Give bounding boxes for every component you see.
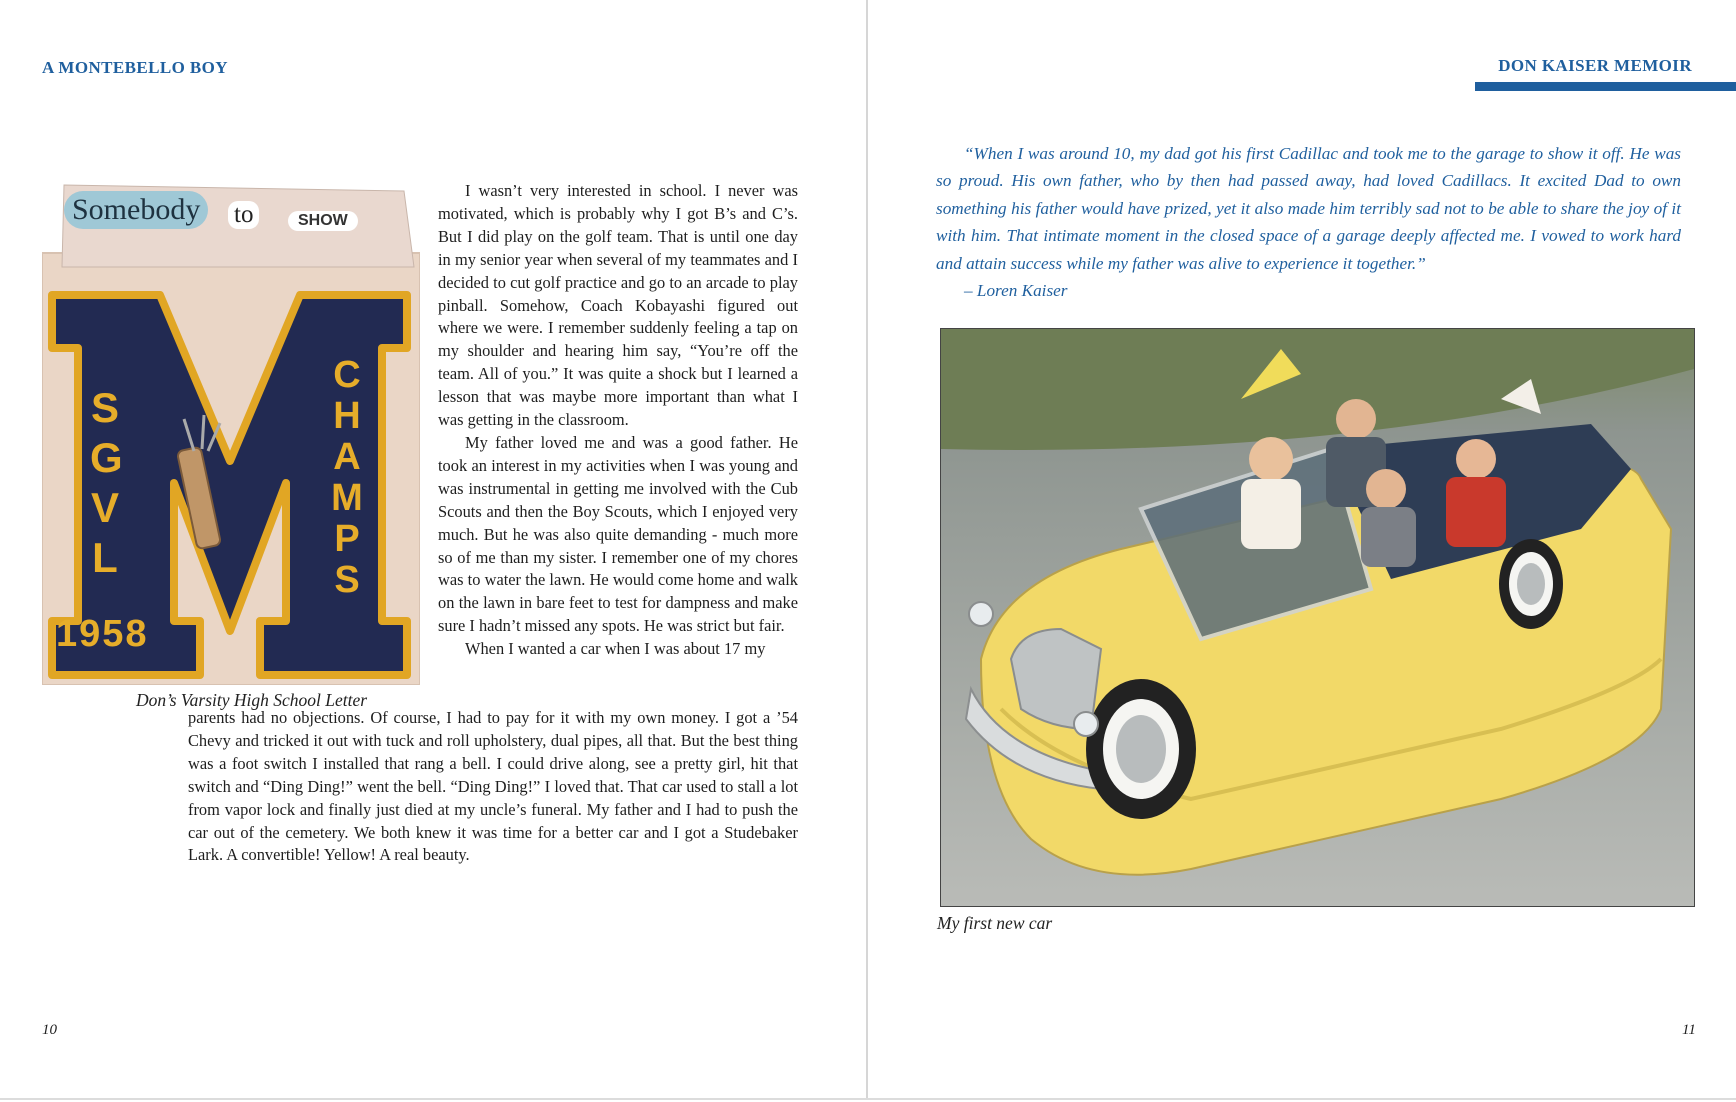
quote-attribution: – Loren Kaiser [964, 281, 1068, 301]
paragraph: When I wanted a car when I was about 17 my [465, 639, 766, 659]
photo-caption: My first new car [937, 913, 1053, 933]
paragraph: My father loved me and was a good father. He took an interest in my activities when I was young and was instrumental in getting me involved with the Cub Scouts and then the Boy Scouts, which I enjoyed very much. But he was also quite demanding - much more so of me than my sister. I remember one of my chores was to water the lawn. He would come home and walk on the lawn in bare feet to test for dampness and make sure I hadn’t missed any spots. He was strict but fair. [438, 432, 798, 636]
page-number-left: 10 [42, 1022, 57, 1038]
letter-right-vertical: CHAMPS [331, 354, 363, 601]
letter-left-vertical: SGVL [90, 384, 123, 581]
pull-quote [936, 140, 1681, 304]
tag-word-to: to [228, 201, 259, 229]
tag-word-somebody: Somebody [64, 191, 208, 229]
body-column-wide [188, 707, 798, 867]
paragraph: I wasn’t very interested in school. I never was motivated, which is probably why I got B’s and C’s. But I did play on the golf team. That is until one day in my senior year when several of my teammates and I decided to cut golf practice and go to an arcade to play pinball. Somehow, Coach Kobayashi figured out where we were. I remember suddenly feeling a tap on my shoulder and hearing him say, “You’re off the team. All of you.” It was quite a shock but I learned a lesson that was maybe more important than what I was getting in the classroom. [438, 181, 798, 430]
letter-year: 1958 [56, 613, 149, 655]
tag-word-show: SHOW [288, 211, 358, 231]
page-bottom-edge [0, 1098, 1736, 1100]
running-head-rule [1475, 82, 1736, 91]
body-column-narrow [438, 180, 798, 661]
paragraph-continuation: parents had no objections. Of course, I had to pay for it with my own money. I got a ’54 Chevy and tricked it out with tuck and roll upholstery, dual pipes, all that. But the best thing was a foot switch I installed that rang a bell. I could drive along, see a pretty girl, hit that switch and “Ding Ding!” went the bell. “Ding Ding!” I loved that. That car used to stall a lot from vapor lock and finally just died at my uncle’s funeral. My father and I had to push the car out of the cemetery. We both knew it was time for a better car and I got a Studebaker Lark. A convertible! Yellow! A real beauty. [188, 708, 798, 865]
page-number-right: 11 [1682, 1022, 1696, 1038]
car-photo [940, 328, 1695, 907]
left-page [0, 0, 866, 1100]
quote-text: “When I was around 10, my dad got his first Cadillac and took me to the garage to show it off. He was so proud. His own father, who by then had passed away, had loved Cadillacs. It excited Dad to own something his father would have prized, yet it also made him terribly sad not to be able to share the joy of it with him. That intimate moment in the closed space of a garage deeply affected me. I vowed to work hard and attain success while my father was alive to experience it together.” [936, 144, 1681, 273]
letter-caption: Don’s Varsity High School Letter [136, 690, 368, 710]
running-head-left: A MONTEBELLO BOY [42, 58, 228, 77]
varsity-letter-image [42, 183, 420, 685]
running-head-right: DON KAISER MEMOIR [1498, 56, 1692, 75]
